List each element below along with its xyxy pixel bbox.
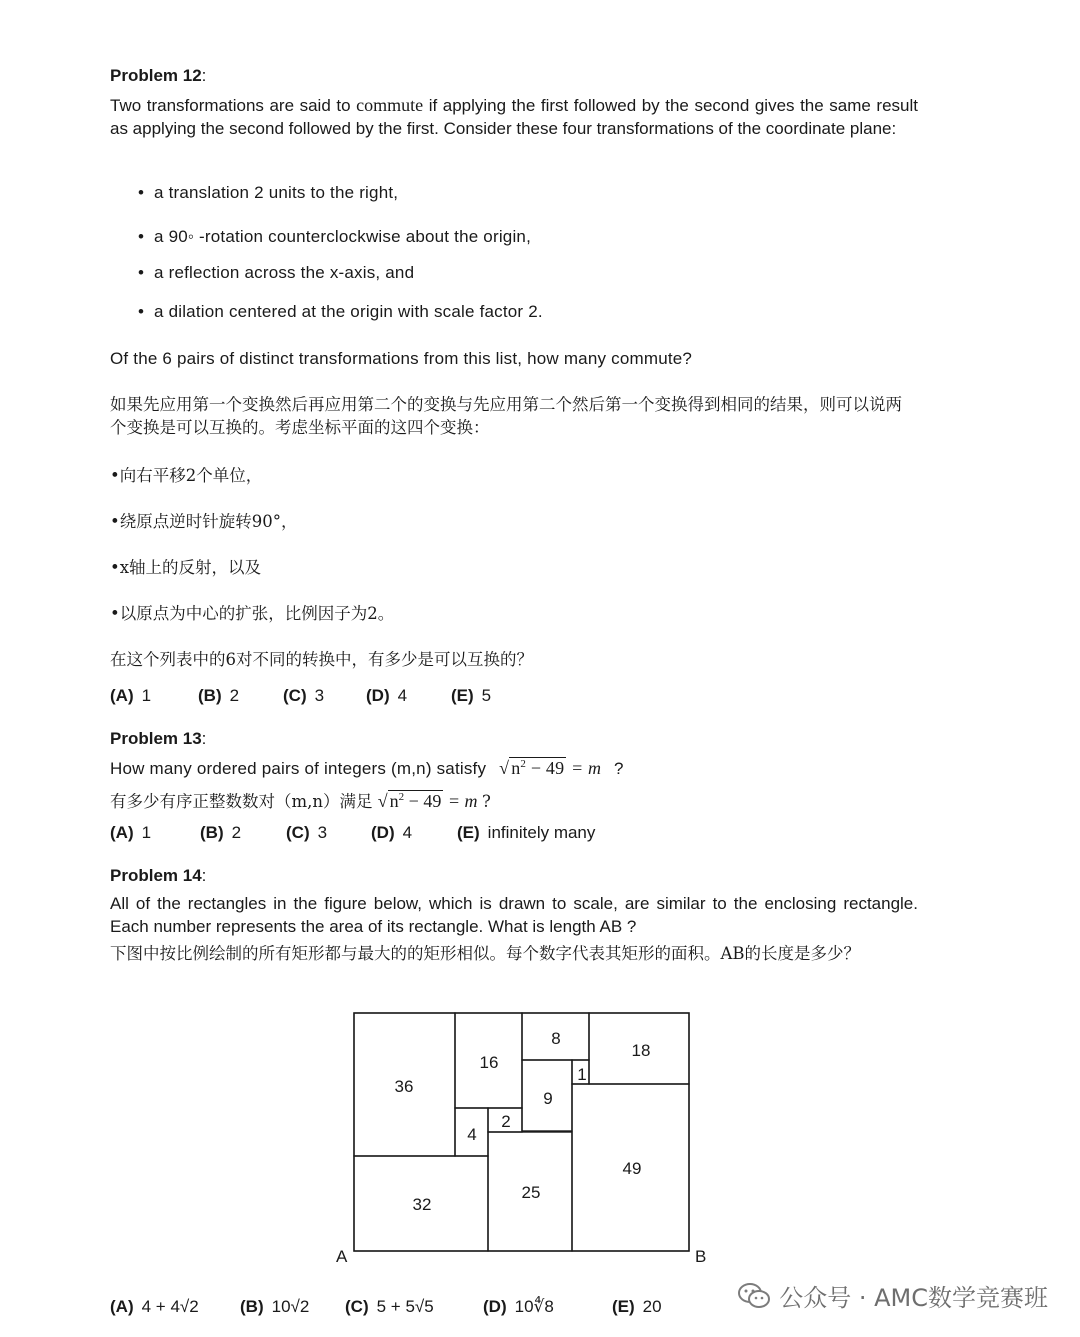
answer-choice: (C) 3 <box>283 686 325 705</box>
area-label: 4 <box>467 1125 477 1144</box>
answer-choice: (D) 4 <box>371 823 413 842</box>
answer-choice: (D) 4 <box>366 686 408 705</box>
problem-14-text: All of the rectangles in the figure below, which is drawn to scale, are similar to the enclosing rectangle. Each number represents the area of its rectangle. What is length AB ? <box>110 894 918 936</box>
answer-choice: (C) 3 <box>286 823 328 842</box>
answer-choice: (B) 10√2 <box>240 1297 310 1316</box>
bullet-item-cn: •以原点为中心的扩张，比例因子为2。 <box>110 604 395 623</box>
problem-13-heading: Problem 13: <box>110 729 207 748</box>
area-label: 36 <box>394 1077 414 1096</box>
answer-choice: (B) 2 <box>198 686 240 705</box>
problem-12-intro-cn: 如果先应用第一个变换然后再应用第二个的变换与先应用第二个然后第一个变换得到相同的结果，则可以说两个变换是可以互换的。考虑坐标平面的这四个变换： <box>110 395 902 437</box>
problem-14-text-cn: 下图中按比例绘制的所有矩形都与最大的的矩形相似。每个数字代表其矩形的面积。AB的长度是多少？ <box>110 944 861 963</box>
answer-choice: (E) 5 <box>451 686 492 705</box>
term-commute: commute <box>356 95 424 115</box>
answer-choice: (D) 10∜8 <box>483 1297 554 1316</box>
problem-12-heading: Problem 12: <box>110 66 207 85</box>
area-label: 2 <box>501 1112 511 1131</box>
answer-choice: (E) 20 <box>612 1297 662 1316</box>
problem-13-question: How many ordered pairs of integers (m,n) satisfy √ $n^2 - 49 = m$ ? <box>110 758 624 778</box>
rectangles-figure <box>330 1005 710 1270</box>
area-label: 9 <box>543 1089 553 1108</box>
problem-12-question-cn: 在这个列表中的6对不同的转换中，有多少是可以互换的？ <box>110 650 533 669</box>
bullet-item-cn: •向右平移2个单位， <box>110 466 263 485</box>
area-label: 18 <box>631 1041 651 1060</box>
area-label: 8 <box>551 1029 561 1048</box>
area-label: 49 <box>622 1159 642 1178</box>
equation: √ $n^2 - 49 = m$ <box>499 758 602 778</box>
bullet-item: • a translation 2 units to the right, <box>138 183 399 202</box>
answer-choice: (C) 5 + 5√5 <box>345 1297 434 1316</box>
area-label: 32 <box>412 1195 432 1214</box>
problem-14-heading: Problem 14: <box>110 866 207 885</box>
point-b-label: B <box>695 1247 707 1266</box>
area-label: 25 <box>521 1183 541 1202</box>
answer-choice: (A) 1 <box>110 686 152 705</box>
wechat-icon <box>737 1282 771 1310</box>
point-a-label: A <box>336 1247 348 1266</box>
problem-12-intro: Two transformations are said to commute if applying the first followed by the second gives the same result as applying the second followed by the first. Consider these four transformations of the coordinate plane: <box>110 95 918 138</box>
equation: √ $n^2 - 49 = m$ <box>377 791 478 811</box>
problem-13-question-cn: 有多少有序正整数数对（m,n）满足 √ $n^2 - 49 = m$ ? <box>110 791 491 811</box>
bullet-item: • a 90◦ -rotation counterclockwise about the origin, <box>138 227 532 246</box>
bullet-item: • a reflection across the x-axis, and <box>138 263 415 282</box>
answer-choice: (B) 2 <box>200 823 242 842</box>
answer-choice: (E) infinitely many <box>457 823 596 842</box>
answer-choice: (A) 4 + 4√2 <box>110 1297 199 1316</box>
bullet-item-cn: •绕原点逆时针旋转90°， <box>110 512 298 531</box>
watermark <box>737 1278 1048 1313</box>
bullet-item: • a dilation centered at the origin with scale factor 2. <box>138 302 543 321</box>
answer-choice: (A) 1 <box>110 823 152 842</box>
watermark-text: 公众号 · AMC数学竞赛班 <box>779 1284 1048 1312</box>
problem-12-question: Of the 6 pairs of distinct transformations from this list, how many commute? <box>110 349 693 368</box>
area-label: 16 <box>479 1053 499 1072</box>
bullet-item-cn: •x轴上的反射，以及 <box>110 558 262 577</box>
area-label: 1 <box>577 1065 587 1084</box>
